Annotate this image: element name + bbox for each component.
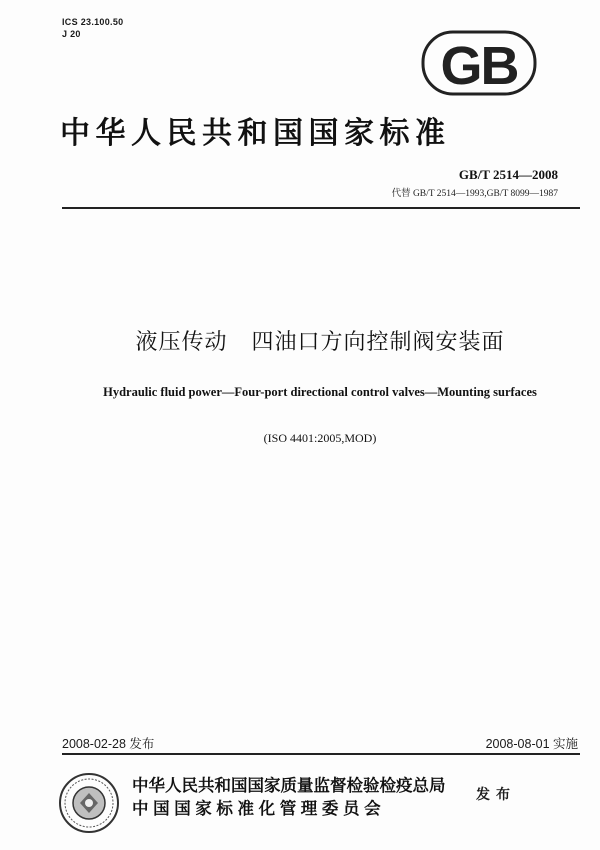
ics-code: ICS 23.100.50 — [62, 17, 124, 27]
issuer-sac: 中国国家标准化管理委员会 — [132, 799, 386, 818]
national-standard-title: 中华人民共和国国家标准 — [60, 116, 451, 151]
top-divider — [62, 207, 580, 209]
official-seal-icon — [58, 772, 120, 834]
replaces-standards: 代替 GB/T 2514—1993,GB/T 8099—1987 — [391, 189, 558, 199]
publish-date: 2008-02-28 发布 — [62, 737, 155, 751]
ccs-code: J 20 — [62, 29, 81, 39]
chinese-title: 液压传动 四油口方向控制阀安装面 — [135, 330, 505, 355]
gb-logo-text: GB — [440, 36, 518, 96]
bottom-divider — [62, 753, 580, 755]
gb-logo-icon — [420, 28, 538, 98]
implement-date: 2008-08-01 实施 — [485, 737, 578, 751]
issuer-aqsiq: 中华人民共和国国家质量监督检验检疫总局 — [132, 776, 446, 795]
iso-reference: (ISO 4401:2005,MOD) — [263, 431, 377, 445]
english-title: Hydraulic fluid power—Four-port directional control valves—Mounting surfaces — [103, 385, 537, 399]
standard-number: GB/T 2514—2008 — [458, 167, 558, 182]
issue-label: 发布 — [476, 787, 516, 803]
classification-codes — [62, 16, 123, 40]
